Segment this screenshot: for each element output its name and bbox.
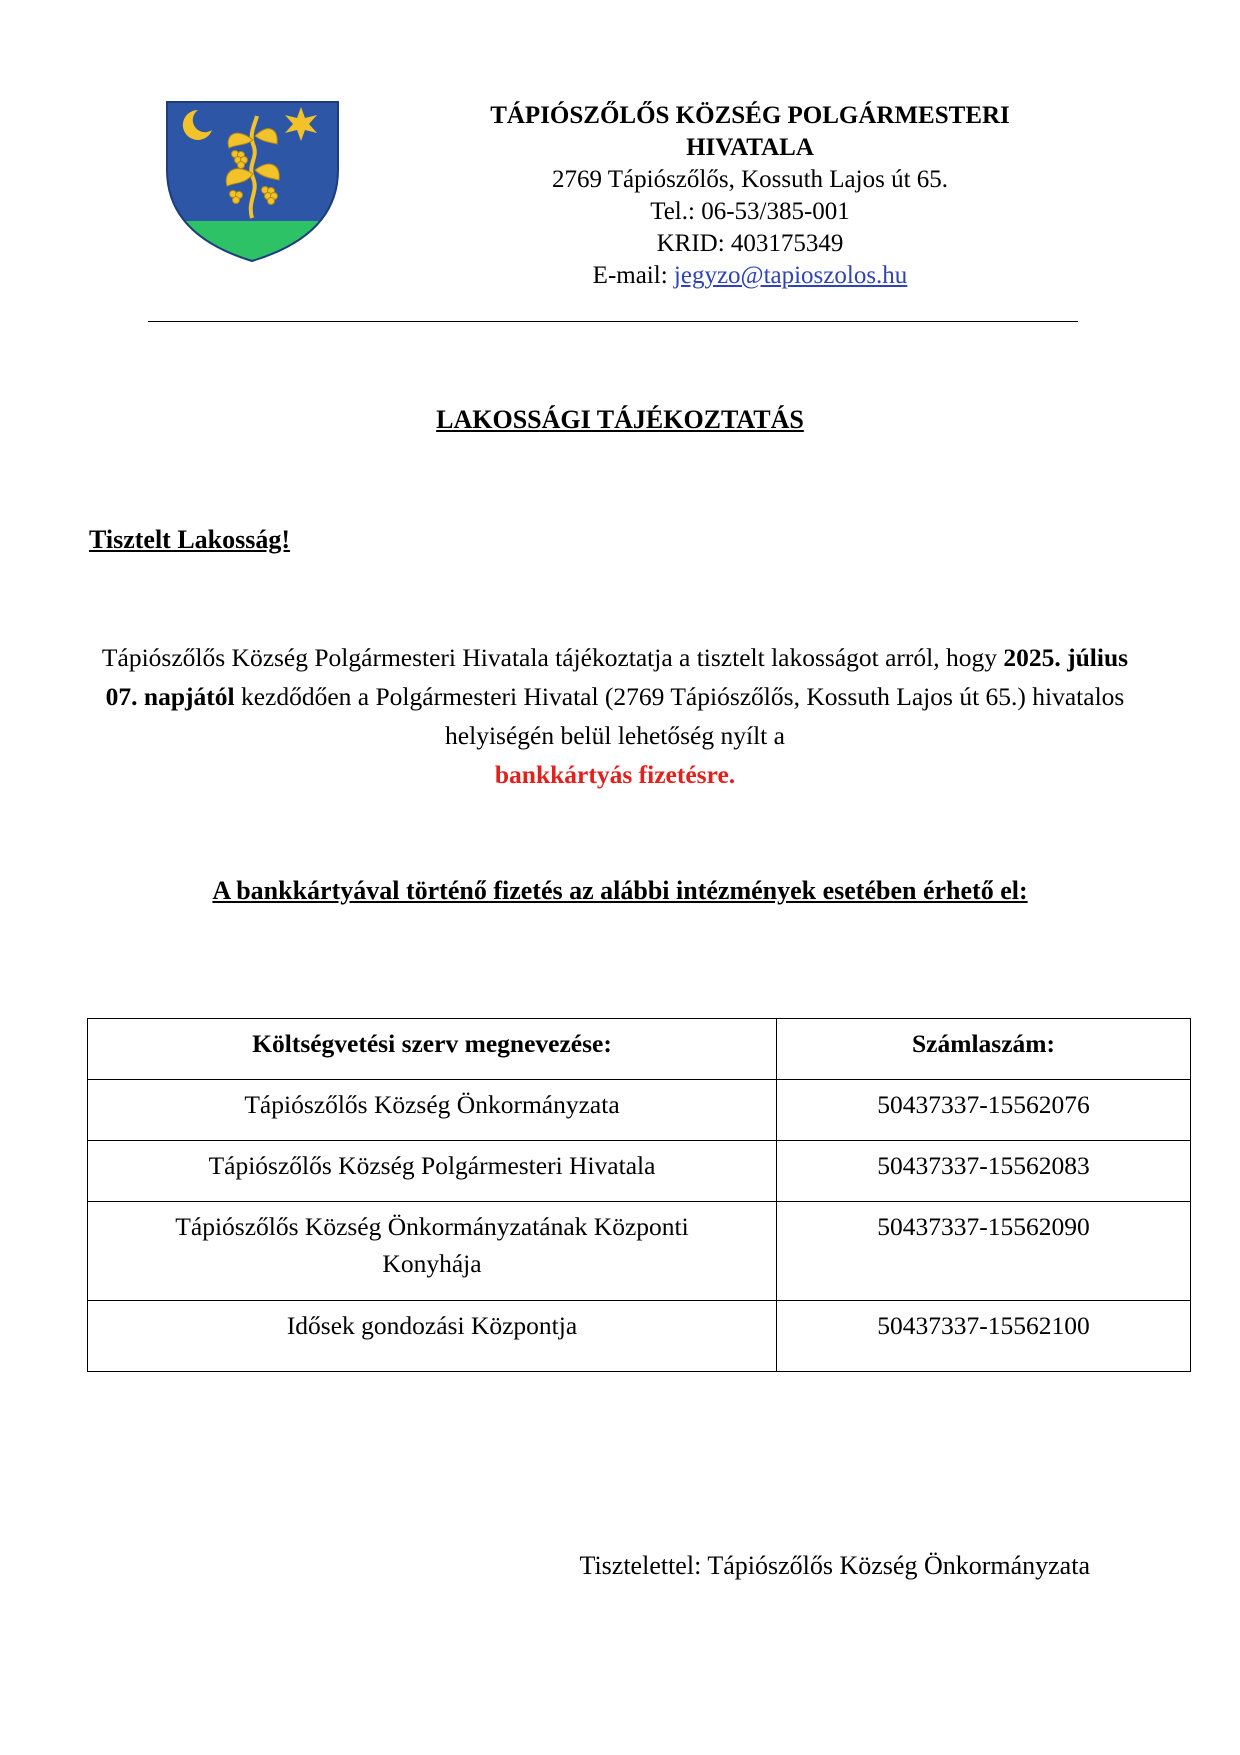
- account-number: 50437337-15562090: [777, 1202, 1191, 1301]
- greeting: Tisztelt Lakosság!: [89, 525, 291, 554]
- closing-signature: Tisztelettel: Tápiószőlős Község Önkormányzata: [579, 1551, 1090, 1580]
- table-row: [88, 1301, 1191, 1372]
- table-header-row: [88, 1019, 1191, 1080]
- institution-name: Tápiószőlős Község Polgármesteri Hivatala: [88, 1141, 777, 1202]
- coat-of-arms-icon: [165, 100, 340, 263]
- phone: Tel.: 06-53/385-001: [650, 198, 850, 225]
- header-divider: [148, 321, 1078, 322]
- letterhead: [440, 100, 1060, 292]
- table-intro-heading: A bankkártyával történő fizetés az alábbi intézmények esetében érhető el:: [212, 876, 1028, 905]
- table-row: [88, 1141, 1191, 1202]
- account-number: 50437337-15562083: [777, 1141, 1191, 1202]
- document-title: LAKOSSÁGI TÁJÉKOZTATÁS: [436, 405, 804, 434]
- krid: KRID: 403175349: [656, 230, 844, 257]
- email-line: [440, 260, 1060, 292]
- email-link[interactable]: jegyzo@tapioszolos.hu: [673, 262, 908, 289]
- header-account: Számlaszám:: [777, 1019, 1191, 1080]
- body-part1: Tápiószőlős Község Polgármesteri Hivatala tájékoztatja a tisztelt lakosságot arról, hogy: [101, 643, 1004, 672]
- account-number: 50437337-15562076: [777, 1080, 1191, 1141]
- account-number: 50437337-15562100: [777, 1301, 1191, 1372]
- table-row: [88, 1080, 1191, 1141]
- org-name-line1: TÁPIÓSZŐLŐS KÖZSÉG POLGÁRMESTERI: [490, 102, 1010, 129]
- institution-name: Tápiószőlős Község Önkormányzatának Központi Konyhája: [88, 1202, 777, 1301]
- table-row: [88, 1202, 1191, 1301]
- email-label: E-mail:: [592, 262, 674, 289]
- institution-name: Idősek gondozási Központja: [88, 1301, 777, 1372]
- body-highlight: bankkártyás fizetésre.: [494, 760, 736, 789]
- header-name: Költségvetési szerv megnevezése:: [88, 1019, 777, 1080]
- body-paragraph: [95, 638, 1135, 794]
- accounts-table: [87, 1018, 1191, 1372]
- address: 2769 Tápiószőlős, Kossuth Lajos út 65.: [551, 166, 949, 193]
- org-name-line2: HIVATALA: [686, 134, 814, 161]
- body-date: 2025. július 07. napjától: [105, 643, 1129, 711]
- body-part2: kezdődően a Polgármesteri Hivatal (2769 Tápiószőlős, Kossuth Lajos út 65.) hivatalos helyiségén belül lehetőség nyílt a: [234, 682, 1125, 750]
- institution-name: Tápiószőlős Község Önkormányzata: [88, 1080, 777, 1141]
